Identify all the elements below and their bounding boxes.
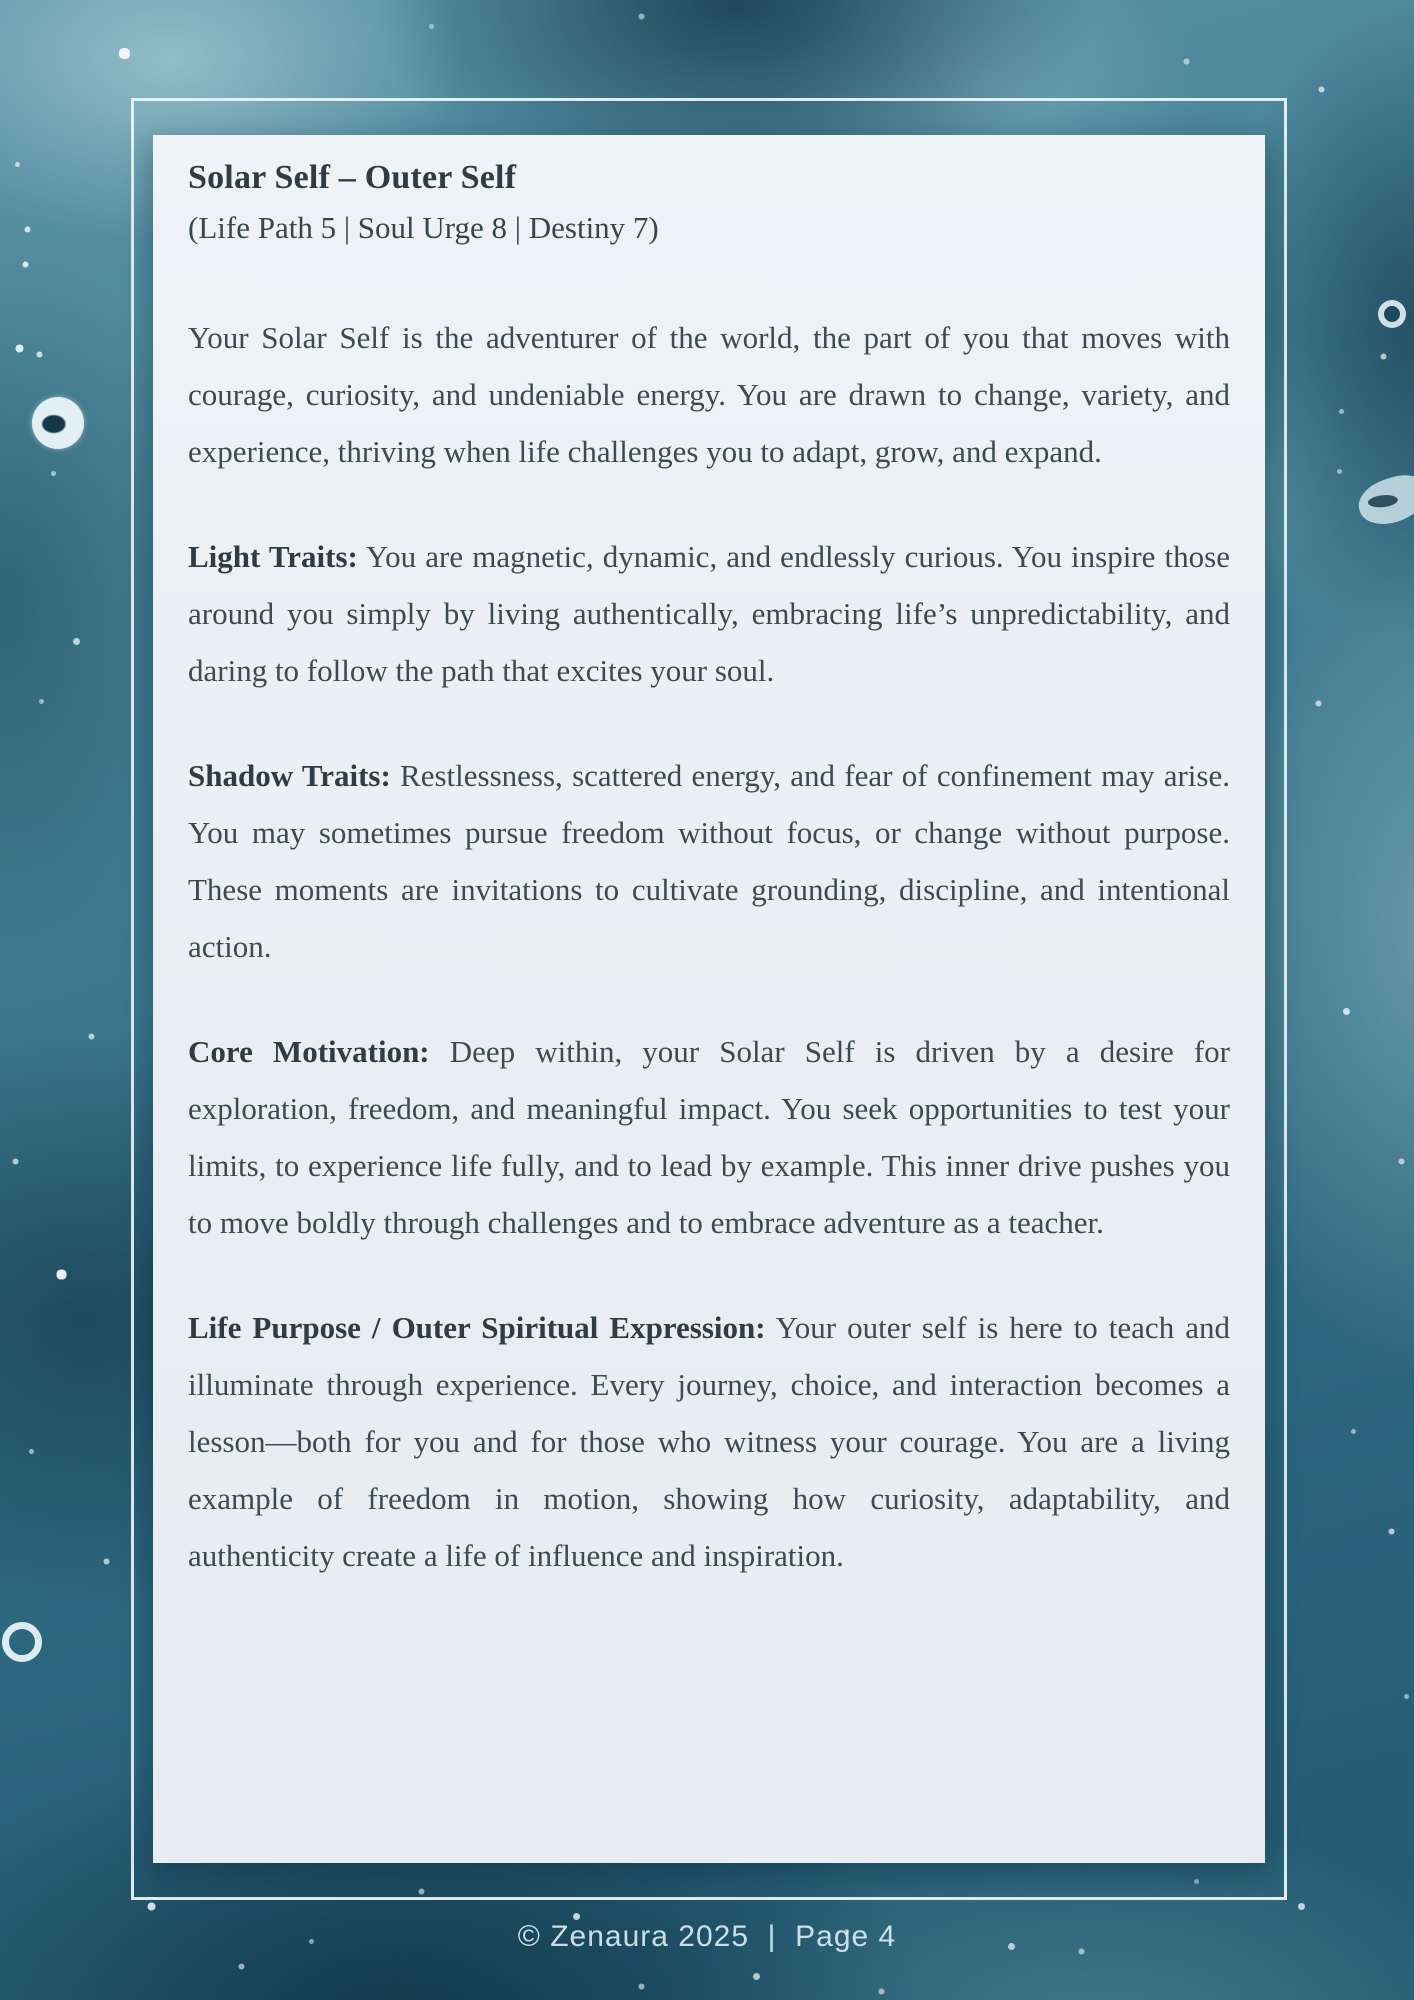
ring-doodle-right [1378,300,1406,328]
shadow-traits-paragraph [188,747,1230,975]
core-motivation-paragraph [188,1023,1230,1251]
paragraph-lead: Shadow Traits: [188,758,391,793]
paragraph-lead: Life Purpose / Outer Spiritual Expression: [188,1310,766,1345]
paragraph-text: Restlessness, scattered energy, and fear of confinement may arise. You may sometimes pursue freedom without focus, or change without purpose. These moments are invitations to cultivate grounding, discipline, and intentional action. [188,758,1230,964]
page-footer: © Zenaura 2025 | Page 4 [517,1920,897,1953]
ring-doodle-left [2,1622,42,1662]
paragraph-lead: Core Motivation: [188,1034,430,1069]
paragraph-text: Your Solar Self is the adventurer of the world, the part of you that moves with courage, curiosity, and undeniable energy. You are drawn to change, variety, and experience, thriving when life challenges you to adapt, grow, and expand. [188,320,1230,469]
content-card [153,135,1265,1863]
numerology-subtitle: (Life Path 5 | Soul Urge 8 | Destiny 7) [188,210,659,245]
paragraph-lead: Light Traits: [188,539,358,574]
paragraph-text: Your outer self is here to teach and illuminate through experience. Every journey, choice, and interaction becomes a lesson—both for you and for those who witness your courage. You are a living example of freedom in motion, showing how curiosity, adaptability, and authenticity create a life of influence and inspiration. [188,1310,1230,1573]
star-dots [0,0,3,3]
paragraph-text: Deep within, your Solar Self is driven by a desire for exploration, freedom, and meaningful impact. You seek opportunities to test your limits, to experience life fully, and to lead by example. This inner drive pushes you to move boldly through challenges and to embrace adventure as a teacher. [188,1034,1231,1240]
paragraph-text: You are magnetic, dynamic, and endlessly curious. You inspire those around you simply by living authentically, embracing life’s unpredictability, and daring to follow the path that excites your soul. [188,539,1230,688]
intro-paragraph [188,309,1230,480]
page-title: Solar Self – Outer Self [188,159,517,196]
light-traits-paragraph [188,528,1230,699]
moon-blob [32,397,84,449]
life-purpose-paragraph [188,1299,1230,1584]
